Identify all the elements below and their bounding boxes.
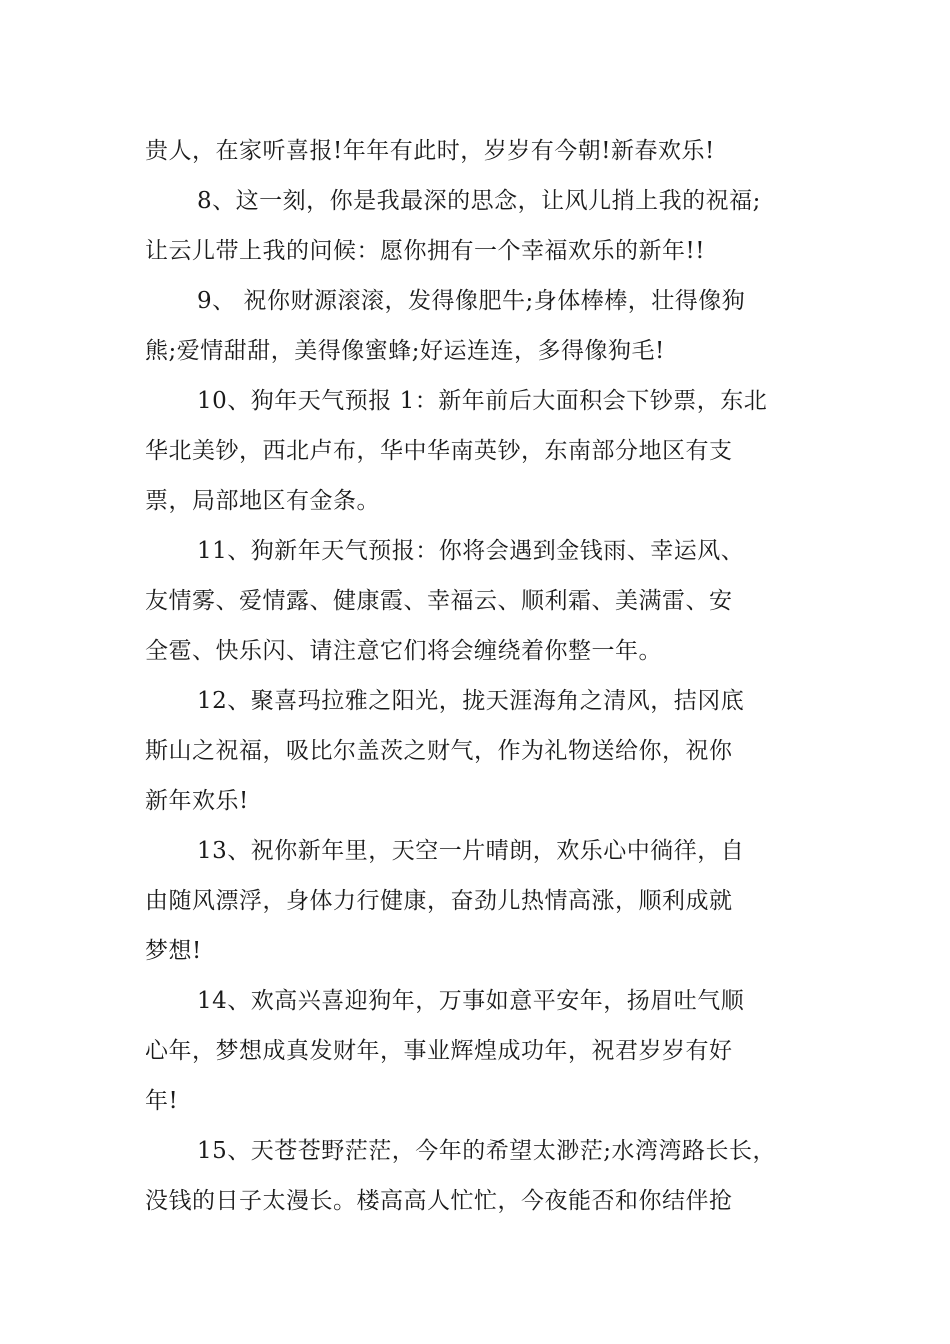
text-line: 票，局部地区有金条。 [145, 488, 380, 514]
text-line: 友情雾、爱情露、健康霞、幸福云、顺利霜、美满雷、安 [145, 588, 733, 614]
text-line: 12、聚喜玛拉雅之阳光，拢天涯海角之清风，拮冈底 [197, 688, 745, 714]
text-line: 13、祝你新年里，天空一片晴朗，欢乐心中徜徉，自 [197, 838, 745, 864]
text-line: 全雹、快乐闪、请注意它们将会缠绕着你整一年。 [145, 638, 662, 664]
text-line: 没钱的日子太漫长。楼高高人忙忙，今夜能否和你结伴抢 [145, 1188, 733, 1214]
text-line: 新年欢乐! [145, 788, 249, 814]
text-line: 华北美钞，西北卢布，华中华南英钞，东南部分地区有支 [145, 438, 733, 464]
text-line: 9、 祝你财源滚滚，发得像肥牛;身体棒棒，壮得像狗 [197, 288, 746, 314]
text-line: 11、狗新年天气预报：你将会遇到金钱雨、幸运风、 [197, 538, 745, 564]
text-line: 14、欢高兴喜迎狗年，万事如意平安年，扬眉吐气顺 [197, 988, 745, 1014]
text-line: 贵人，在家听喜报!年年有此时，岁岁有今朝!新春欢乐! [145, 138, 715, 164]
document-body [145, 126, 810, 1226]
text-line: 15、天苍苍野茫茫，今年的希望太渺茫;水湾湾路长长， [197, 1138, 777, 1164]
text-line: 熊;爱情甜甜，美得像蜜蜂;好运连连，多得像狗毛! [145, 338, 665, 364]
text-line: 年! [145, 1088, 179, 1114]
text-line: 梦想! [145, 938, 202, 964]
text-line: 让云儿带上我的问候：愿你拥有一个幸福欢乐的新年!! [145, 238, 705, 264]
text-line: 10、狗年天气预报 1：新年前后大面积会下钞票，东北 [197, 388, 768, 414]
text-line: 由随风漂浮，身体力行健康，奋劲儿热情高涨，顺利成就 [145, 888, 733, 914]
text-line: 心年，梦想成真发财年，事业辉煌成功年，祝君岁岁有好 [145, 1038, 733, 1064]
text-line: 斯山之祝福，吸比尔盖茨之财气，作为礼物送给你，祝你 [145, 738, 733, 764]
text-line: 8、这一刻，你是我最深的思念，让风儿捎上我的祝福; [197, 188, 761, 214]
